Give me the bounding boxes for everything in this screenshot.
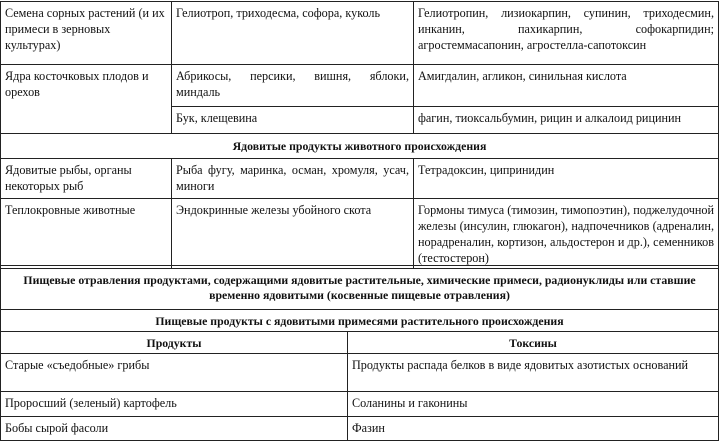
toxins-cell: Амигдалин, агликон, синильная кислота [414,65,719,107]
table-row [1,159,719,199]
product-cell: Бобы сырой фасоли [1,417,348,441]
indirect-poisoning-header: Пищевые отравления продуктами, содержащими ядовитые растительные, химические примеси, радионуклиды или ставшие временно ядовитыми (косвенные пищевые отравления) [1,266,719,310]
indirect-poisoning-table [0,265,719,441]
table-row [1,392,719,417]
section-header-row [1,134,719,159]
toxins-cell: Гормоны тимуса (тимозин, тимопоэтин), поджелудочной железы (инсулин, глюкагон), надпочечников (адреналин, норадреналин, кортизон, альдостерон и др.), семенников (тестостерон) [414,199,719,269]
table-row [1,65,719,107]
toxins-cell: фагин, тиоксальбумин, рицин и алкалоид рицинин [414,107,719,134]
products-cell: Гелиотроп, триходесма, софора, куколь [172,2,414,65]
product-cell: Проросший (зеленый) картофель [1,392,348,417]
section-header-row [1,266,719,310]
table-row [1,354,719,392]
table-row [1,417,719,441]
source-cell: Ядра косточковых плодов и орехов [1,65,172,134]
toxins-cell: Гелиотропин, лизиокарпин, супинин, триходесмин, инканин, пахикарпин, софокарпидин; агростеммасапонин, агростелла-сапотоксин [414,2,719,65]
products-cell: Абрикосы, персики, вишня, яблоки, миндаль [172,65,414,107]
products-column-header: Продукты [1,332,348,354]
toxins-column-header: Токсины [348,332,719,354]
toxins-cell: Тетрадоксин, ципринидин [414,159,719,199]
products-cell: Эндокринные железы убойного скота [172,199,414,269]
source-cell: Теплокровные животные [1,199,172,269]
toxin-cell: Фазин [348,417,719,441]
product-cell: Старые «съедобные» грибы [1,354,348,392]
table-row [1,2,719,65]
toxin-cell: Соланины и гаконины [348,392,719,417]
table-row [1,199,719,269]
products-cell: Рыба фугу, маринка, осман, хромуля, усач, миноги [172,159,414,199]
animal-section-header: Ядовитые продукты животного происхождения [1,134,719,159]
poison-sources-table [0,1,719,269]
source-cell: Ядовитые рыбы, органы некоторых рыб [1,159,172,199]
column-header-row [1,332,719,354]
toxin-cell: Продукты распада белков в виде ядовитых азотистых оснований [348,354,719,392]
subsection-header-row [1,310,719,332]
products-cell: Бук, клещевина [172,107,414,134]
plant-impurities-header: Пищевые продукты с ядовитыми примесями растительного происхождения [1,310,719,332]
source-cell: Семена сорных растений (и их примеси в зерновых культурах) [1,2,172,65]
